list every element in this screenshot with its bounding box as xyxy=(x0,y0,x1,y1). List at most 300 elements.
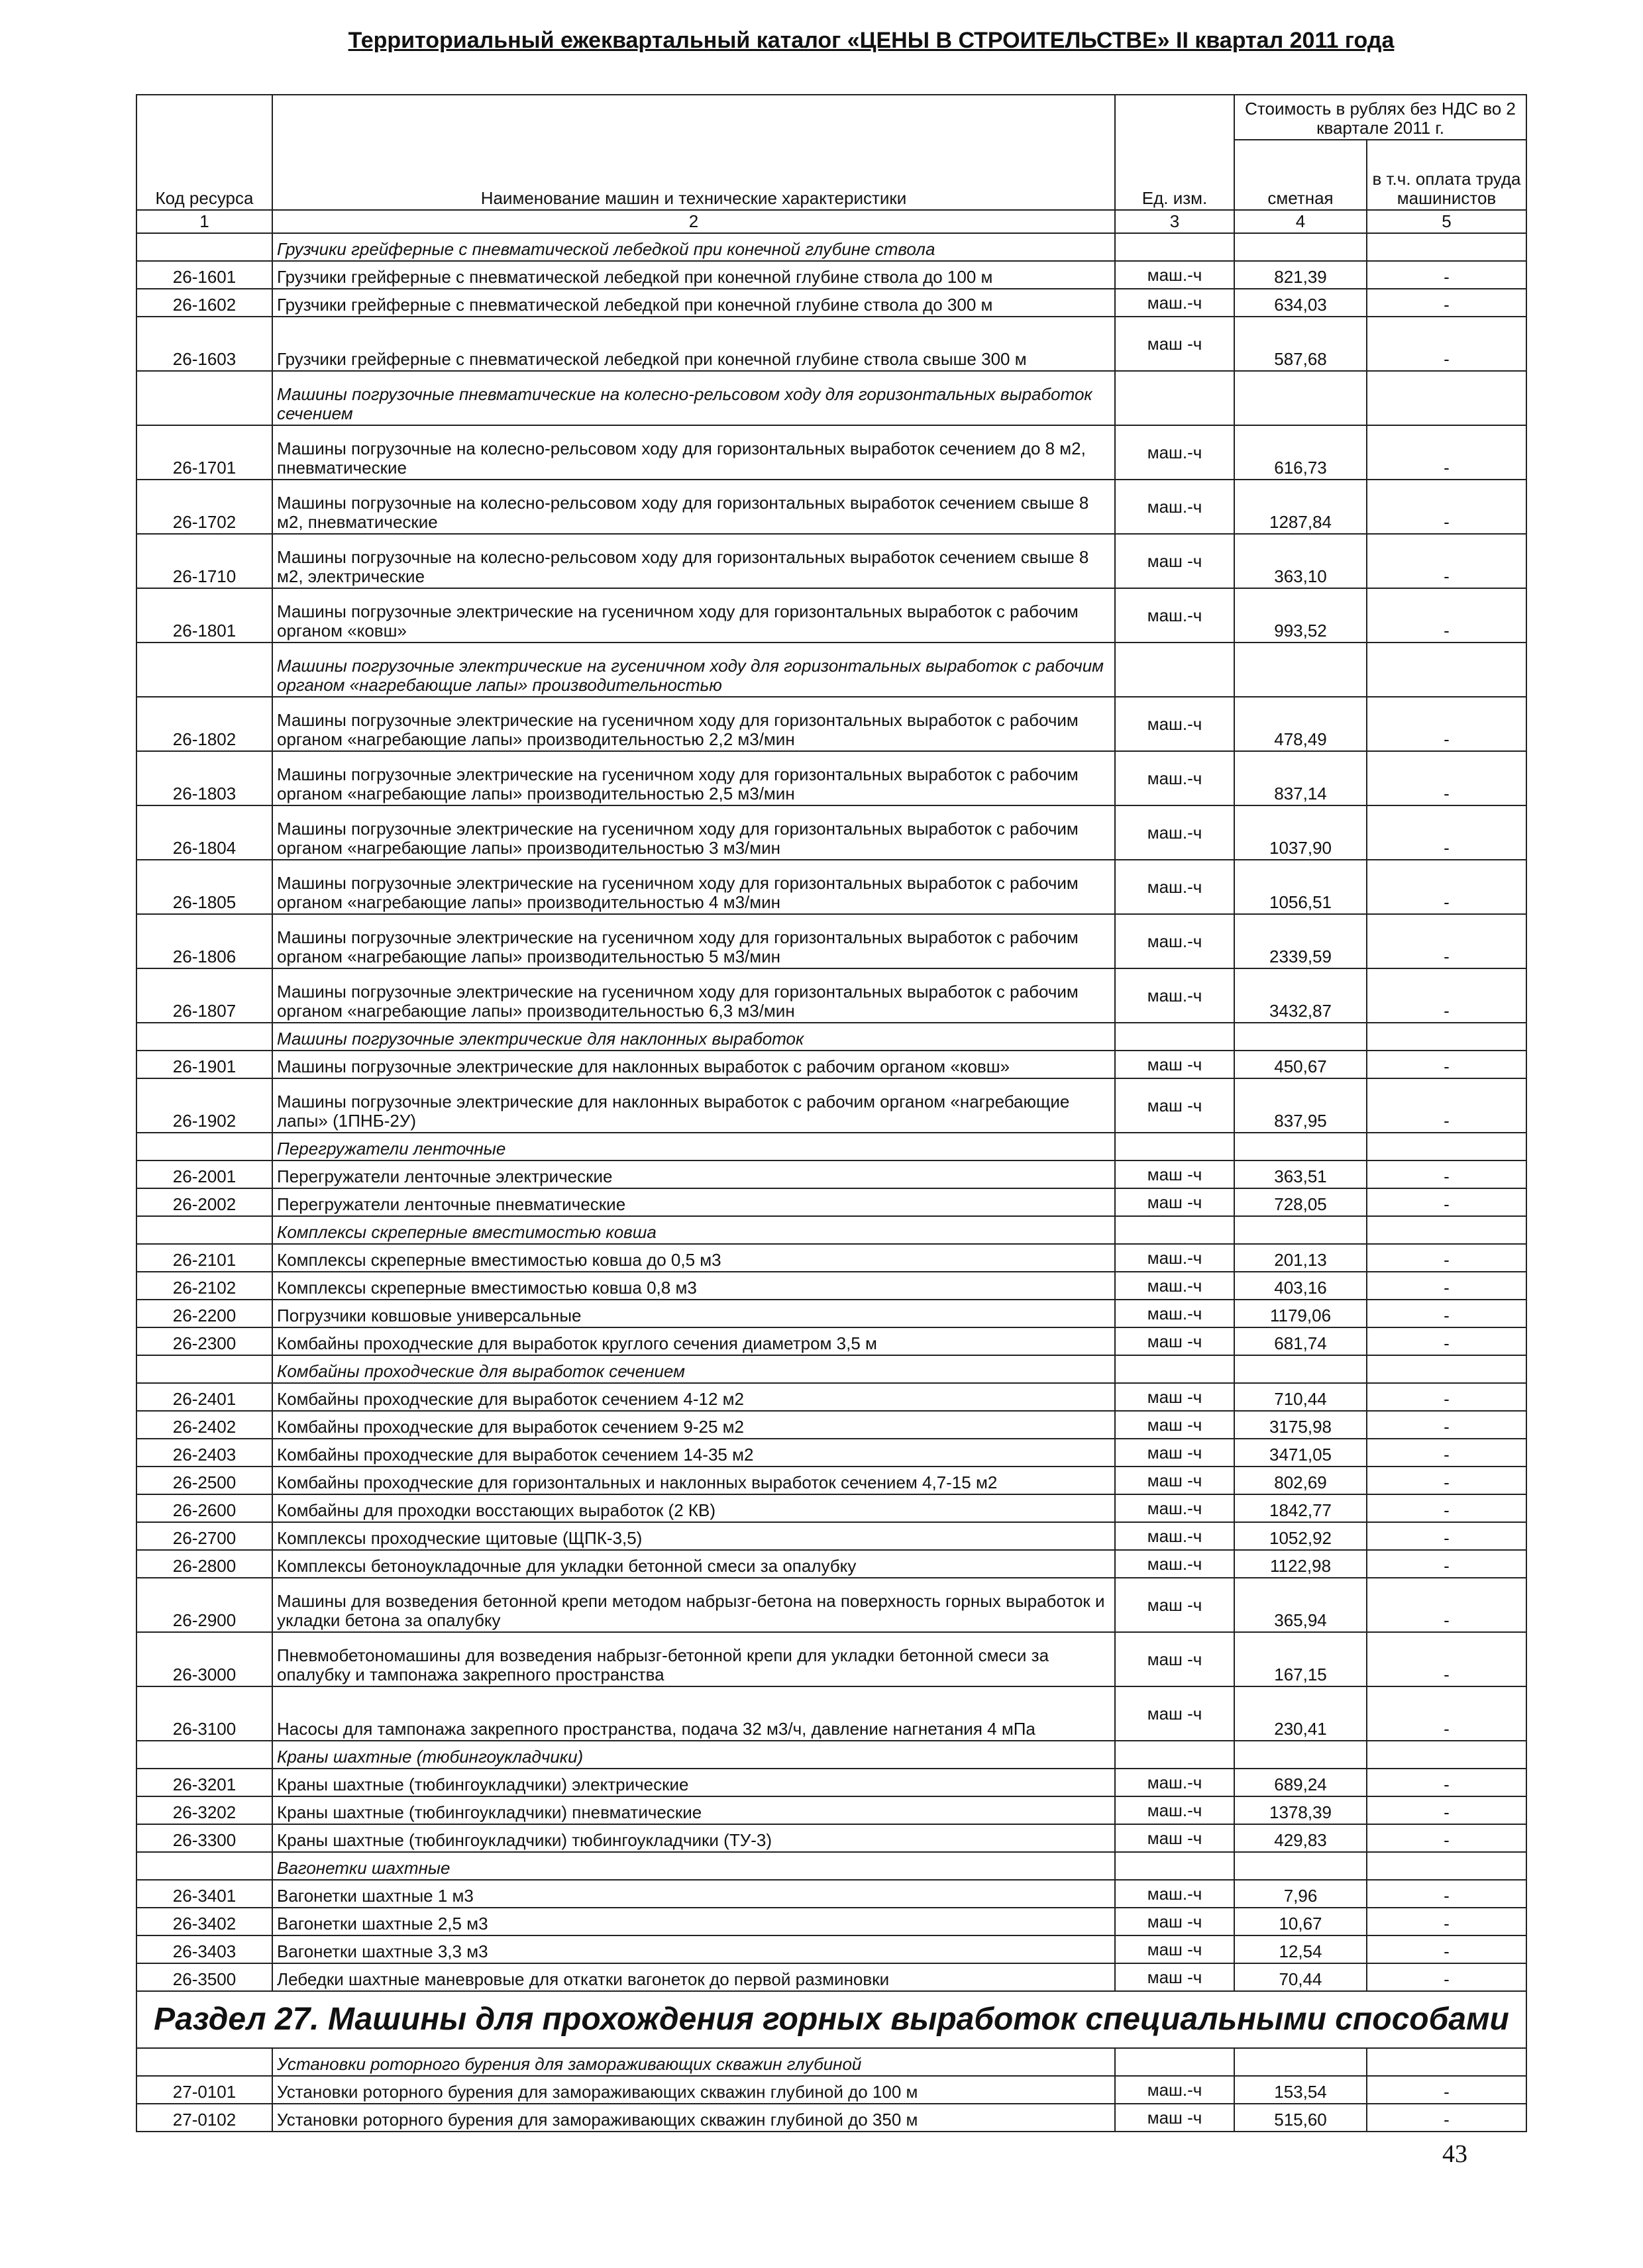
unit: маш.-ч xyxy=(1115,1769,1234,1796)
empty-cell xyxy=(136,371,272,425)
unit: маш -ч xyxy=(1115,1327,1234,1355)
resource-code: 26-2401 xyxy=(136,1383,272,1411)
labor-cost: - xyxy=(1367,588,1526,643)
empty-cell xyxy=(1115,1741,1234,1769)
resource-name: Комбайны проходческие для выработок сечением 9-25 м2 xyxy=(272,1411,1115,1439)
table-row xyxy=(136,1963,1526,1991)
resource-code: 26-2200 xyxy=(136,1300,272,1327)
labor-cost: - xyxy=(1367,317,1526,371)
estimate-price: 363,10 xyxy=(1234,534,1367,588)
estimate-price: 1378,39 xyxy=(1234,1796,1367,1824)
unit: маш -ч xyxy=(1115,1578,1234,1632)
resource-name: Комбайны проходческие для выработок сечением 4-12 м2 xyxy=(272,1383,1115,1411)
unit: маш -ч xyxy=(1115,1078,1234,1133)
col-header-cost-group: Стоимость в рублях без НДС во 2 квартале 2011 г. xyxy=(1234,95,1526,140)
resource-name: Машины погрузочные электрические на гусеничном ходу для горизонтальных выработок с рабочим органом «нагребающие лапы» производительностью 3 м3/мин xyxy=(272,805,1115,860)
resource-code: 26-1804 xyxy=(136,805,272,860)
group-heading: Комбайны проходческие для выработок сечением xyxy=(272,1355,1115,1383)
unit: маш.-ч xyxy=(1115,1550,1234,1578)
group-heading-row xyxy=(136,1741,1526,1769)
group-heading-row xyxy=(136,1355,1526,1383)
empty-cell xyxy=(1115,1852,1234,1880)
table-row xyxy=(136,1272,1526,1300)
estimate-price: 10,67 xyxy=(1234,1908,1367,1935)
empty-cell xyxy=(1367,1023,1526,1051)
resource-name: Комплексы скреперные вместимостью ковша до 0,5 м3 xyxy=(272,1244,1115,1272)
labor-cost: - xyxy=(1367,1522,1526,1550)
table-row xyxy=(136,968,1526,1023)
labor-cost: - xyxy=(1367,1632,1526,1686)
estimate-price: 230,41 xyxy=(1234,1686,1367,1741)
group-heading-row xyxy=(136,2048,1526,2076)
resource-code: 26-2300 xyxy=(136,1327,272,1355)
table-row xyxy=(136,317,1526,371)
resource-code: 26-3202 xyxy=(136,1796,272,1824)
table-row xyxy=(136,1327,1526,1355)
estimate-price: 821,39 xyxy=(1234,261,1367,289)
estimate-price: 1037,90 xyxy=(1234,805,1367,860)
resource-code: 26-2002 xyxy=(136,1188,272,1216)
resource-name: Машины погрузочные электрические на гусеничном ходу для горизонтальных выработок с рабочим органом «нагребающие лапы» производительностью 4 м3/мин xyxy=(272,860,1115,914)
col-number: 5 xyxy=(1367,210,1526,233)
resource-code: 26-1802 xyxy=(136,697,272,751)
labor-cost: - xyxy=(1367,1908,1526,1935)
estimate-price: 2339,59 xyxy=(1234,914,1367,968)
table-row xyxy=(136,1051,1526,1078)
empty-cell xyxy=(1234,1133,1367,1160)
unit: маш.-ч xyxy=(1115,2076,1234,2104)
group-heading-row xyxy=(136,1216,1526,1244)
resource-code: 27-0102 xyxy=(136,2104,272,2132)
resource-code: 26-2102 xyxy=(136,1272,272,1300)
resource-code: 26-2001 xyxy=(136,1160,272,1188)
group-heading: Перегружатели ленточные xyxy=(272,1133,1115,1160)
labor-cost: - xyxy=(1367,751,1526,805)
table-row xyxy=(136,2076,1526,2104)
col-header-estimate: сметная xyxy=(1234,140,1367,210)
unit: маш.-ч xyxy=(1115,697,1234,751)
resource-name: Машины погрузочные электрические для наклонных выработок с рабочим органом «нагребающие лапы» (1ПНБ-2У) xyxy=(272,1078,1115,1133)
resource-name: Грузчики грейферные с пневматической лебедкой при конечной глубине ствола до 100 м xyxy=(272,261,1115,289)
labor-cost: - xyxy=(1367,480,1526,534)
resource-name: Машины погрузочные на колесно-рельсовом ходу для горизонтальных выработок сечением свыше 8 м2, электрические xyxy=(272,534,1115,588)
table-row xyxy=(136,1824,1526,1852)
labor-cost: - xyxy=(1367,1880,1526,1908)
table-row xyxy=(136,1078,1526,1133)
estimate-price: 587,68 xyxy=(1234,317,1367,371)
resource-code: 27-0101 xyxy=(136,2076,272,2104)
table-row xyxy=(136,2104,1526,2132)
estimate-price: 1052,92 xyxy=(1234,1522,1367,1550)
price-table xyxy=(136,94,1527,2132)
unit: маш.-ч xyxy=(1115,751,1234,805)
labor-cost: - xyxy=(1367,1272,1526,1300)
unit: маш -ч xyxy=(1115,1632,1234,1686)
resource-code: 26-3100 xyxy=(136,1686,272,1741)
resource-code: 26-1710 xyxy=(136,534,272,588)
unit: маш -ч xyxy=(1115,1935,1234,1963)
section-heading-row xyxy=(136,1991,1526,2048)
labor-cost: - xyxy=(1367,1796,1526,1824)
resource-name: Машины погрузочные электрические на гусеничном ходу для горизонтальных выработок с рабочим органом «нагребающие лапы» производительностью 2,2 м3/мин xyxy=(272,697,1115,751)
empty-cell xyxy=(136,1133,272,1160)
empty-cell xyxy=(1234,1355,1367,1383)
table-row xyxy=(136,1550,1526,1578)
table-row xyxy=(136,1796,1526,1824)
column-number-row xyxy=(136,210,1526,233)
unit: маш.-ч xyxy=(1115,480,1234,534)
empty-cell xyxy=(1115,643,1234,697)
resource-name: Вагонетки шахтные 3,3 м3 xyxy=(272,1935,1115,1963)
labor-cost: - xyxy=(1367,534,1526,588)
labor-cost: - xyxy=(1367,1686,1526,1741)
resource-code: 26-2500 xyxy=(136,1467,272,1494)
labor-cost: - xyxy=(1367,1188,1526,1216)
resource-code: 26-2700 xyxy=(136,1522,272,1550)
estimate-price: 515,60 xyxy=(1234,2104,1367,2132)
group-heading-row xyxy=(136,643,1526,697)
table-row xyxy=(136,1244,1526,1272)
resource-code: 26-1801 xyxy=(136,588,272,643)
labor-cost: - xyxy=(1367,1411,1526,1439)
table-row xyxy=(136,1578,1526,1632)
estimate-price: 728,05 xyxy=(1234,1188,1367,1216)
unit: маш -ч xyxy=(1115,1383,1234,1411)
resource-code: 26-1806 xyxy=(136,914,272,968)
empty-cell xyxy=(1115,1355,1234,1383)
empty-cell xyxy=(1234,1216,1367,1244)
estimate-price: 450,67 xyxy=(1234,1051,1367,1078)
empty-cell xyxy=(1367,2048,1526,2076)
resource-name: Вагонетки шахтные 2,5 м3 xyxy=(272,1908,1115,1935)
labor-cost: - xyxy=(1367,697,1526,751)
resource-code: 26-1807 xyxy=(136,968,272,1023)
unit: маш -ч xyxy=(1115,1188,1234,1216)
labor-cost: - xyxy=(1367,1550,1526,1578)
resource-code: 26-1701 xyxy=(136,425,272,480)
section-heading: Раздел 27. Машины для прохождения горных выработок специальными способами xyxy=(136,1991,1526,2048)
labor-cost: - xyxy=(1367,1494,1526,1522)
empty-cell xyxy=(1367,643,1526,697)
resource-code: 26-3401 xyxy=(136,1880,272,1908)
labor-cost: - xyxy=(1367,2104,1526,2132)
resource-code: 26-2402 xyxy=(136,1411,272,1439)
empty-cell xyxy=(136,1355,272,1383)
resource-name: Краны шахтные (тюбингоукладчики) пневматические xyxy=(272,1796,1115,1824)
resource-name: Погрузчики ковшовые универсальные xyxy=(272,1300,1115,1327)
group-heading: Машины погрузочные электрические для наклонных выработок xyxy=(272,1023,1115,1051)
group-heading: Вагонетки шахтные xyxy=(272,1852,1115,1880)
group-heading: Комплексы скреперные вместимостью ковша xyxy=(272,1216,1115,1244)
table-row xyxy=(136,1383,1526,1411)
estimate-price: 837,14 xyxy=(1234,751,1367,805)
labor-cost: - xyxy=(1367,1244,1526,1272)
resource-code: 26-3000 xyxy=(136,1632,272,1686)
empty-cell xyxy=(1234,643,1367,697)
estimate-price: 7,96 xyxy=(1234,1880,1367,1908)
resource-code: 26-1805 xyxy=(136,860,272,914)
unit: маш.-ч xyxy=(1115,289,1234,317)
labor-cost: - xyxy=(1367,1824,1526,1852)
labor-cost: - xyxy=(1367,1300,1526,1327)
table-row xyxy=(136,1160,1526,1188)
unit: маш.-ч xyxy=(1115,1522,1234,1550)
unit: маш.-ч xyxy=(1115,1300,1234,1327)
empty-cell xyxy=(136,2048,272,2076)
estimate-price: 802,69 xyxy=(1234,1467,1367,1494)
table-row xyxy=(136,425,1526,480)
resource-code: 26-2800 xyxy=(136,1550,272,1578)
labor-cost: - xyxy=(1367,1078,1526,1133)
resource-name: Установки роторного бурения для замораживающих скважин глубиной до 350 м xyxy=(272,2104,1115,2132)
group-heading: Машины погрузочные электрические на гусеничном ходу для горизонтальных выработок с рабочим органом «нагребающие лапы» производительностью xyxy=(272,643,1115,697)
resource-code: 26-1702 xyxy=(136,480,272,534)
resource-name: Комбайны для проходки восстающих выработок (2 КВ) xyxy=(272,1494,1115,1522)
page-title: Территориальный ежеквартальный каталог «ЦЕНЫ В СТРОИТЕЛЬСТВЕ» II квартал 2011 года xyxy=(348,28,1395,53)
empty-cell xyxy=(1234,1741,1367,1769)
labor-cost: - xyxy=(1367,425,1526,480)
table-row xyxy=(136,261,1526,289)
empty-cell xyxy=(1115,371,1234,425)
resource-name: Машины погрузочные на колесно-рельсовом ходу для горизонтальных выработок сечением до 8 м2, пневматические xyxy=(272,425,1115,480)
empty-cell xyxy=(1234,1852,1367,1880)
col-number: 3 xyxy=(1115,210,1234,233)
resource-code: 26-1902 xyxy=(136,1078,272,1133)
unit: маш.-ч xyxy=(1115,588,1234,643)
unit: маш.-ч xyxy=(1115,1796,1234,1824)
labor-cost: - xyxy=(1367,805,1526,860)
unit: маш.-ч xyxy=(1115,1272,1234,1300)
resource-name: Грузчики грейферные с пневматической лебедкой при конечной глубине ствола свыше 300 м xyxy=(272,317,1115,371)
resource-name: Машины погрузочные электрические на гусеничном ходу для горизонтальных выработок с рабочим органом «нагребающие лапы» производительностью 2,5 м3/мин xyxy=(272,751,1115,805)
empty-cell xyxy=(1234,371,1367,425)
empty-cell xyxy=(136,1216,272,1244)
resource-name: Лебедки шахтные маневровые для откатки вагонеток до первой разминовки xyxy=(272,1963,1115,1991)
unit: маш.-ч xyxy=(1115,914,1234,968)
unit: маш -ч xyxy=(1115,534,1234,588)
col-header-code: Код ресурса xyxy=(136,95,272,210)
resource-name: Насосы для тампонажа закрепного пространства, подача 32 м3/ч, давление нагнетания 4 мПа xyxy=(272,1686,1115,1741)
table-row xyxy=(136,480,1526,534)
table-row xyxy=(136,1908,1526,1935)
estimate-price: 689,24 xyxy=(1234,1769,1367,1796)
empty-cell xyxy=(1367,1216,1526,1244)
estimate-price: 634,03 xyxy=(1234,289,1367,317)
table-row xyxy=(136,1467,1526,1494)
resource-name: Машины для возведения бетонной крепи методом набрызг-бетона на поверхность горных выработок и укладки бетона за опалубку xyxy=(272,1578,1115,1632)
unit: маш -ч xyxy=(1115,317,1234,371)
estimate-price: 70,44 xyxy=(1234,1963,1367,1991)
resource-code: 26-1601 xyxy=(136,261,272,289)
empty-cell xyxy=(1367,1741,1526,1769)
table-row xyxy=(136,1494,1526,1522)
empty-cell xyxy=(1115,2048,1234,2076)
estimate-price: 1287,84 xyxy=(1234,480,1367,534)
table-row xyxy=(136,1632,1526,1686)
unit: маш.-ч xyxy=(1115,1880,1234,1908)
estimate-price: 993,52 xyxy=(1234,588,1367,643)
resource-name: Машины погрузочные электрические на гусеничном ходу для горизонтальных выработок с рабочим органом «нагребающие лапы» производительностью 6,3 м3/мин xyxy=(272,968,1115,1023)
table-row xyxy=(136,1411,1526,1439)
resource-code: 26-1803 xyxy=(136,751,272,805)
estimate-price: 153,54 xyxy=(1234,2076,1367,2104)
resource-name: Комбайны проходческие для выработок круглого сечения диаметром 3,5 м xyxy=(272,1327,1115,1355)
table-row xyxy=(136,1769,1526,1796)
resource-code: 26-2900 xyxy=(136,1578,272,1632)
labor-cost: - xyxy=(1367,968,1526,1023)
estimate-price: 365,94 xyxy=(1234,1578,1367,1632)
resource-code: 26-3403 xyxy=(136,1935,272,1963)
estimate-price: 167,15 xyxy=(1234,1632,1367,1686)
unit: маш.-ч xyxy=(1115,425,1234,480)
table-header-row xyxy=(136,95,1526,140)
unit: маш.-ч xyxy=(1115,1494,1234,1522)
labor-cost: - xyxy=(1367,2076,1526,2104)
labor-cost: - xyxy=(1367,1160,1526,1188)
labor-cost: - xyxy=(1367,1051,1526,1078)
unit: маш.-ч xyxy=(1115,261,1234,289)
estimate-price: 616,73 xyxy=(1234,425,1367,480)
table-row xyxy=(136,289,1526,317)
unit: маш.-ч xyxy=(1115,968,1234,1023)
unit: маш -ч xyxy=(1115,1051,1234,1078)
resource-name: Комплексы скреперные вместимостью ковша 0,8 м3 xyxy=(272,1272,1115,1300)
resource-code: 26-3201 xyxy=(136,1769,272,1796)
resource-name: Краны шахтные (тюбингоукладчики) электрические xyxy=(272,1769,1115,1796)
empty-cell xyxy=(1234,233,1367,261)
group-heading-row xyxy=(136,233,1526,261)
labor-cost: - xyxy=(1367,1439,1526,1467)
empty-cell xyxy=(1234,1023,1367,1051)
labor-cost: - xyxy=(1367,1935,1526,1963)
group-heading: Машины погрузочные пневматические на колесно-рельсовом ходу для горизонтальных выработок сечением xyxy=(272,371,1115,425)
resource-name: Пневмобетономашины для возведения набрызг-бетонной крепи для укладки бетонной смеси за опалубку и тампонажа закрепного пространства xyxy=(272,1632,1115,1686)
unit: маш -ч xyxy=(1115,1686,1234,1741)
unit: маш -ч xyxy=(1115,2104,1234,2132)
resource-name: Вагонетки шахтные 1 м3 xyxy=(272,1880,1115,1908)
table-row xyxy=(136,1880,1526,1908)
labor-cost: - xyxy=(1367,1578,1526,1632)
unit: маш.-ч xyxy=(1115,860,1234,914)
resource-code: 26-1602 xyxy=(136,289,272,317)
table-row xyxy=(136,1439,1526,1467)
estimate-price: 1122,98 xyxy=(1234,1550,1367,1578)
estimate-price: 3175,98 xyxy=(1234,1411,1367,1439)
resource-code: 26-2403 xyxy=(136,1439,272,1467)
table-row xyxy=(136,1300,1526,1327)
unit: маш.-ч xyxy=(1115,1244,1234,1272)
unit: маш.-ч xyxy=(1115,805,1234,860)
col-header-name: Наименование машин и технические характеристики xyxy=(272,95,1115,210)
estimate-price: 837,95 xyxy=(1234,1078,1367,1133)
table-row xyxy=(136,534,1526,588)
labor-cost: - xyxy=(1367,261,1526,289)
unit: маш -ч xyxy=(1115,1908,1234,1935)
table-row xyxy=(136,697,1526,751)
group-heading: Краны шахтные (тюбингоукладчики) xyxy=(272,1741,1115,1769)
estimate-price: 478,49 xyxy=(1234,697,1367,751)
labor-cost: - xyxy=(1367,1467,1526,1494)
estimate-price: 403,16 xyxy=(1234,1272,1367,1300)
table-row xyxy=(136,805,1526,860)
resource-name: Перегружатели ленточные пневматические xyxy=(272,1188,1115,1216)
labor-cost: - xyxy=(1367,1769,1526,1796)
group-heading-row xyxy=(136,1852,1526,1880)
resource-name: Краны шахтные (тюбингоукладчики) тюбингоукладчики (ТУ-3) xyxy=(272,1824,1115,1852)
empty-cell xyxy=(136,1023,272,1051)
col-header-labor: в т.ч. оплата труда машинистов xyxy=(1367,140,1526,210)
resource-name: Машины погрузочные электрические на гусеничном ходу для горизонтальных выработок с рабочим органом «ковш» xyxy=(272,588,1115,643)
labor-cost: - xyxy=(1367,914,1526,968)
empty-cell xyxy=(1115,233,1234,261)
table-row xyxy=(136,1935,1526,1963)
empty-cell xyxy=(136,1741,272,1769)
table-row xyxy=(136,1188,1526,1216)
estimate-price: 681,74 xyxy=(1234,1327,1367,1355)
unit: маш -ч xyxy=(1115,1824,1234,1852)
resource-name: Комплексы бетоноукладочные для укладки бетонной смеси за опалубку xyxy=(272,1550,1115,1578)
empty-cell xyxy=(1367,1852,1526,1880)
unit: маш -ч xyxy=(1115,1963,1234,1991)
col-header-unit: Ед. изм. xyxy=(1115,95,1234,210)
resource-code: 26-3300 xyxy=(136,1824,272,1852)
resource-name: Грузчики грейферные с пневматической лебедкой при конечной глубине ствола до 300 м xyxy=(272,289,1115,317)
resource-name: Комплексы проходческие щитовые (ЩПК-3,5) xyxy=(272,1522,1115,1550)
empty-cell xyxy=(136,233,272,261)
resource-name: Комбайны проходческие для горизонтальных и наклонных выработок сечением 4,7-15 м2 xyxy=(272,1467,1115,1494)
table-row xyxy=(136,914,1526,968)
group-heading-row xyxy=(136,1133,1526,1160)
empty-cell xyxy=(136,1852,272,1880)
empty-cell xyxy=(1234,2048,1367,2076)
empty-cell xyxy=(136,643,272,697)
page-number: 43 xyxy=(1442,2140,1467,2168)
resource-code: 26-1603 xyxy=(136,317,272,371)
resource-code: 26-2600 xyxy=(136,1494,272,1522)
col-number: 2 xyxy=(272,210,1115,233)
group-heading-row xyxy=(136,371,1526,425)
estimate-price: 1056,51 xyxy=(1234,860,1367,914)
estimate-price: 3471,05 xyxy=(1234,1439,1367,1467)
estimate-price: 710,44 xyxy=(1234,1383,1367,1411)
group-heading: Грузчики грейферные с пневматической лебедкой при конечной глубине ствола xyxy=(272,233,1115,261)
estimate-price: 201,13 xyxy=(1234,1244,1367,1272)
table-row xyxy=(136,588,1526,643)
empty-cell xyxy=(1367,1133,1526,1160)
col-number: 4 xyxy=(1234,210,1367,233)
labor-cost: - xyxy=(1367,289,1526,317)
labor-cost: - xyxy=(1367,1963,1526,1991)
estimate-price: 3432,87 xyxy=(1234,968,1367,1023)
estimate-price: 363,51 xyxy=(1234,1160,1367,1188)
labor-cost: - xyxy=(1367,860,1526,914)
empty-cell xyxy=(1367,371,1526,425)
resource-code: 26-1901 xyxy=(136,1051,272,1078)
estimate-price: 12,54 xyxy=(1234,1935,1367,1963)
unit: маш -ч xyxy=(1115,1160,1234,1188)
unit: маш -ч xyxy=(1115,1439,1234,1467)
group-heading-row xyxy=(136,1023,1526,1051)
group-heading: Установки роторного бурения для замораживающих скважин глубиной xyxy=(272,2048,1115,2076)
resource-code: 26-3500 xyxy=(136,1963,272,1991)
resource-name: Машины погрузочные электрические на гусеничном ходу для горизонтальных выработок с рабочим органом «нагребающие лапы» производительностью 5 м3/мин xyxy=(272,914,1115,968)
table-row xyxy=(136,860,1526,914)
table-row xyxy=(136,751,1526,805)
labor-cost: - xyxy=(1367,1383,1526,1411)
estimate-price: 1179,06 xyxy=(1234,1300,1367,1327)
empty-cell xyxy=(1367,233,1526,261)
labor-cost: - xyxy=(1367,1327,1526,1355)
